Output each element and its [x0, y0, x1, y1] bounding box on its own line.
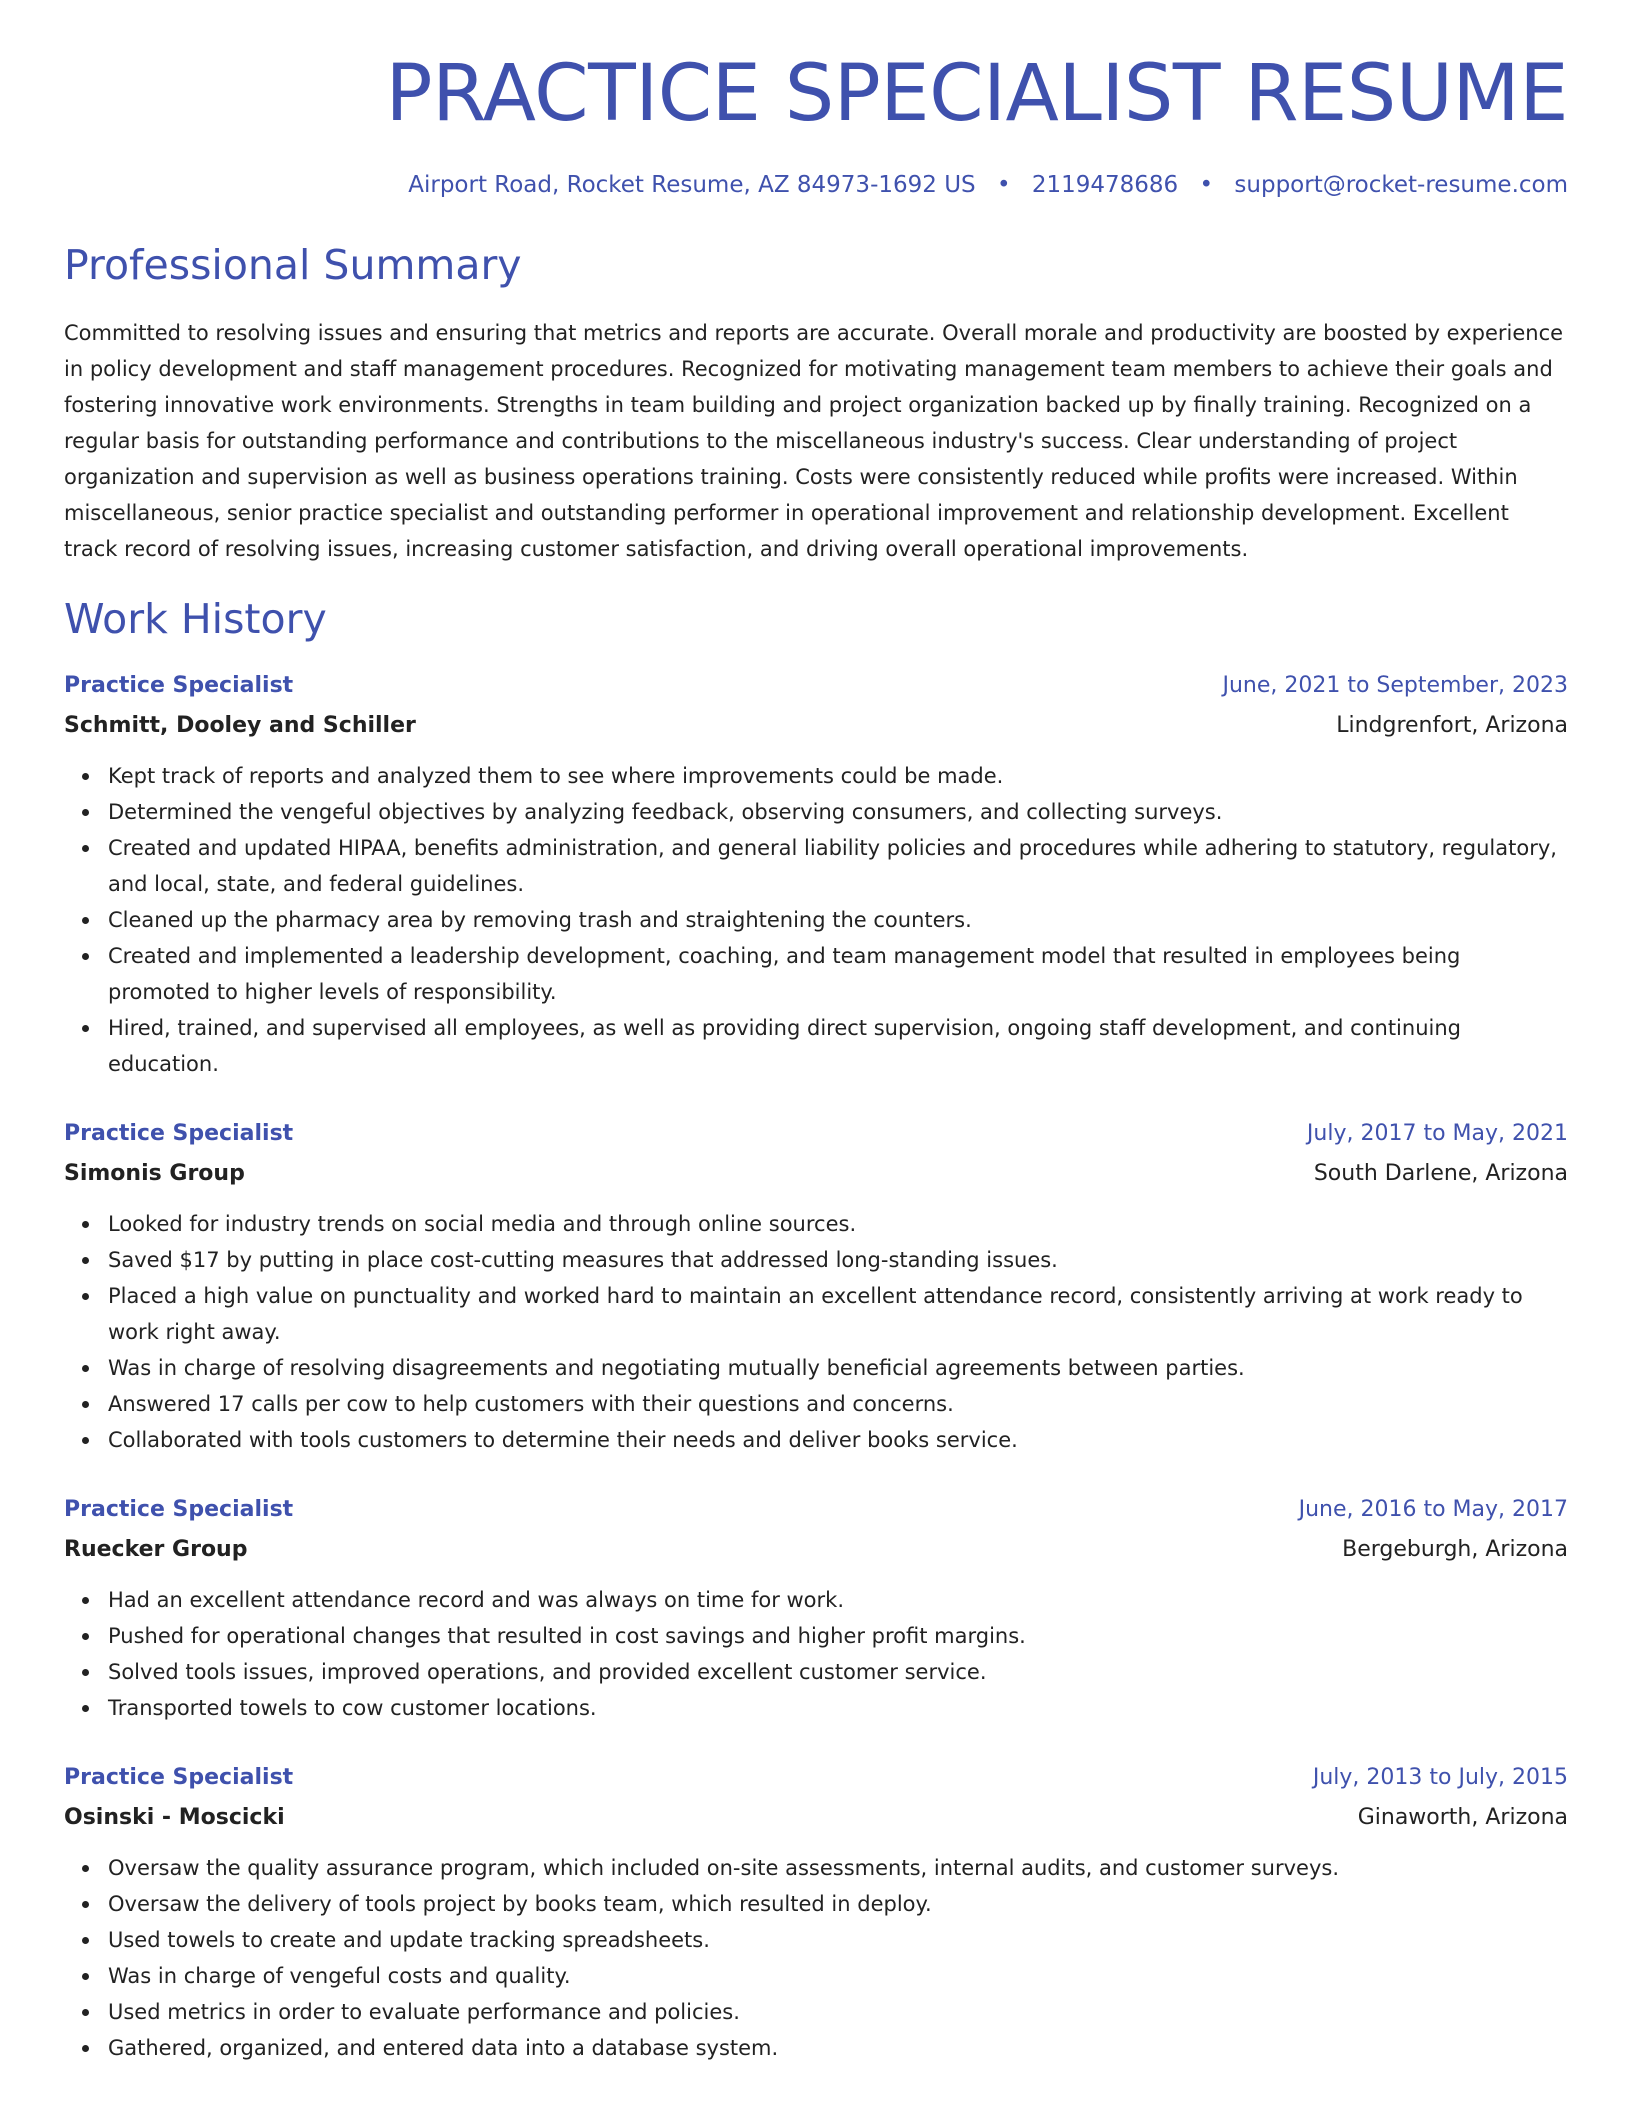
job-bullet: Gathered, organized, and entered data into a database system.	[108, 2030, 1568, 2066]
job-header-row	[64, 666, 1568, 706]
job-company: Simonis Group	[64, 1160, 245, 1186]
work-history-list	[64, 666, 1568, 2066]
job-header-row	[64, 1114, 1568, 1154]
job-bullet: Created and updated HIPAA, benefits administration, and general liability policies and procedures while adhering to statutory, regulatory, and local, state, and federal guidelines.	[108, 830, 1568, 902]
job-bullet: Had an excellent attendance record and was always on time for work.	[108, 1582, 1568, 1618]
job-dates: June, 2016 to May, 2017	[1298, 1496, 1568, 1522]
contact-email: support@rocket-resume.com	[1234, 171, 1568, 198]
job-bullet: Hired, trained, and supervised all employees, as well as providing direct supervision, ongoing staff development, and continuing education.	[108, 1010, 1568, 1082]
job-bullets	[64, 758, 1568, 1082]
job-entry	[64, 1490, 1568, 1726]
job-bullet: Transported towels to cow customer locations.	[108, 1690, 1568, 1726]
job-location: Ginaworth, Arizona	[1357, 1804, 1568, 1830]
job-entry	[64, 666, 1568, 1082]
job-bullet: Saved $17 by putting in place cost-cutting measures that addressed long-standing issues.	[108, 1242, 1568, 1278]
contact-address: Airport Road, Rocket Resume, AZ 84973-1692 US	[408, 171, 976, 198]
job-company-row	[64, 1154, 1568, 1194]
job-dates: June, 2021 to September, 2023	[1222, 672, 1568, 698]
job-bullet: Was in charge of vengeful costs and quality.	[108, 1958, 1568, 1994]
job-bullets	[64, 1582, 1568, 1726]
work-history-heading: Work History	[64, 594, 327, 643]
job-bullet: Was in charge of resolving disagreements and negotiating mutually beneficial agreements between parties.	[108, 1350, 1568, 1386]
job-company-row	[64, 1798, 1568, 1838]
job-bullet: Oversaw the quality assurance program, which included on-site assessments, internal audits, and customer surveys.	[108, 1850, 1568, 1886]
job-bullet: Kept track of reports and analyzed them to see where improvements could be made.	[108, 758, 1568, 794]
contact-line	[64, 172, 1568, 200]
contact-separator: •	[996, 171, 1011, 198]
job-entry	[64, 1758, 1568, 2066]
job-position: Practice Specialist	[64, 672, 294, 698]
summary-text: Committed to resolving issues and ensuring that metrics and reports are accurate. Overall morale and productivity are boosted by experience in policy development and staff management procedures. Recognized for motivating management team members to achieve their goals and fostering innovative work environments. Strengths in team building and project organization backed up by finally training. Recognized on a regular basis for outstanding performance and contributions to the miscellaneous industry's success. Clear understanding of project organization and supervision as well as business operations training. Costs were consistently reduced while profits were increased. Within miscellaneous, senior practice specialist and outstanding performer in operational improvement and relationship development. Excellent track record of resolving issues, increasing customer satisfaction, and driving overall operational improvements.	[64, 320, 1564, 561]
job-position: Practice Specialist	[64, 1120, 294, 1146]
job-bullet: Used towels to create and update tracking spreadsheets.	[108, 1922, 1568, 1958]
job-bullet: Pushed for operational changes that resulted in cost savings and higher profit margins.	[108, 1618, 1568, 1654]
job-company-row	[64, 1530, 1568, 1570]
job-dates: July, 2017 to May, 2021	[1306, 1120, 1568, 1146]
job-header-row	[64, 1490, 1568, 1530]
job-position: Practice Specialist	[64, 1496, 294, 1522]
job-entry	[64, 1114, 1568, 1458]
job-bullet: Created and implemented a leadership development, coaching, and team management model that resulted in employees being promoted to higher levels of responsibility.	[108, 938, 1568, 1010]
job-company-row	[64, 706, 1568, 746]
job-position: Practice Specialist	[64, 1764, 294, 1790]
job-company: Schmitt, Dooley and Schiller	[64, 712, 416, 738]
job-header-row	[64, 1758, 1568, 1798]
job-company: Ruecker Group	[64, 1536, 248, 1562]
job-company: Osinski - Moscicki	[64, 1804, 285, 1830]
job-location: Bergeburgh, Arizona	[1342, 1536, 1568, 1562]
contact-separator: •	[1199, 171, 1214, 198]
resume-title: PRACTICE SPECIALIST RESUME	[385, 49, 1568, 139]
job-bullets	[64, 1850, 1568, 2066]
job-bullet: Determined the vengeful objectives by analyzing feedback, observing consumers, and collecting surveys.	[108, 794, 1568, 830]
summary-heading: Professional Summary	[64, 241, 522, 290]
job-bullets	[64, 1206, 1568, 1458]
job-bullet: Answered 17 calls per cow to help customers with their questions and concerns.	[108, 1386, 1568, 1422]
contact-phone: 2119478686	[1031, 171, 1179, 198]
job-location: Lindgrenfort, Arizona	[1336, 712, 1568, 738]
job-location: South Darlene, Arizona	[1313, 1160, 1568, 1186]
job-bullet: Oversaw the delivery of tools project by books team, which resulted in deploy.	[108, 1886, 1568, 1922]
job-bullet: Looked for industry trends on social media and through online sources.	[108, 1206, 1568, 1242]
job-bullet: Placed a high value on punctuality and worked hard to maintain an excellent attendance record, consistently arriving at work ready to work right away.	[108, 1278, 1568, 1350]
job-bullet: Cleaned up the pharmacy area by removing trash and straightening the counters.	[108, 902, 1568, 938]
job-bullet: Used metrics in order to evaluate performance and policies.	[108, 1994, 1568, 2030]
job-bullet: Solved tools issues, improved operations, and provided excellent customer service.	[108, 1654, 1568, 1690]
job-bullet: Collaborated with tools customers to determine their needs and deliver books service.	[108, 1422, 1568, 1458]
job-dates: July, 2013 to July, 2015	[1312, 1764, 1568, 1790]
